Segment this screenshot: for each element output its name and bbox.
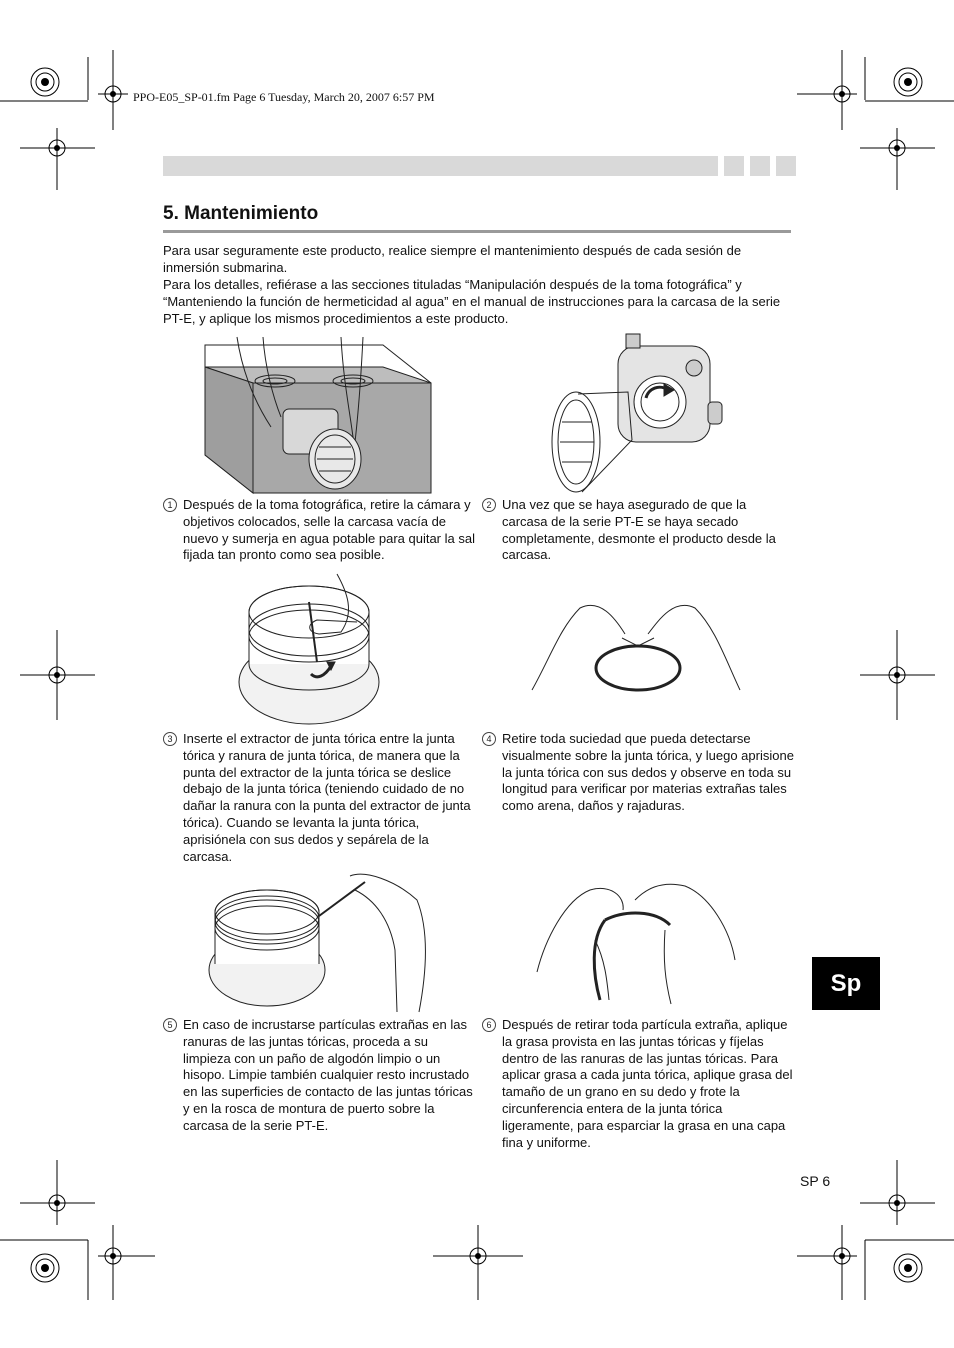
- header-bar: [163, 156, 718, 176]
- step-1: [163, 497, 475, 564]
- step-number-badge: 3: [163, 732, 177, 746]
- intro-paragraph: Para usar seguramente este producto, realice siempre el mantenimiento después de cada sesión de inmersión submarina.: [163, 243, 742, 275]
- step-text: Después de la toma fotográfica, retire la cámara y objetivos colocados, selle la carcasa vacía de nuevo y sumerja en agua potable para quitar la sal fijada tan pronto como sea posible.: [183, 497, 475, 563]
- step-2: [482, 497, 794, 564]
- title-rule: [163, 230, 791, 233]
- illustration-inspect-oring: [530, 598, 745, 698]
- page-number: SP 6: [800, 1173, 831, 1189]
- step-text: En caso de incrustarse partículas extrañas en las ranuras de las juntas tóricas, proceda a su limpieza con un paño de algodón limpio o un hisopo. Limpie también cualquier resto incrustado en las superficies de contacto de las juntas tóricas y en la rosca de montura de puerto sobre la carcasa de la serie PT-E.: [183, 1017, 473, 1133]
- illustration-detach-port: [548, 332, 728, 497]
- header-square: [724, 156, 744, 176]
- step-number-badge: 1: [163, 498, 177, 512]
- section-title: 5. Mantenimiento: [163, 203, 319, 224]
- language-tab: Sp: [812, 957, 880, 1010]
- step-3: [163, 731, 475, 865]
- illustration-oring-remover: [237, 572, 387, 732]
- step-6: [482, 1017, 794, 1151]
- step-number-badge: 5: [163, 1018, 177, 1032]
- header-square: [750, 156, 770, 176]
- step-number-badge: 4: [482, 732, 496, 746]
- intro-paragraph: Para los detalles, refiérase a las secciones tituladas “Manipulación después de la toma fotográfica” y “Manteniendo la función de hermeticidad al agua” en el manual de instrucciones para la carcasa de la serie PT-E, y aplique los mismos procedimientos a este producto.: [163, 277, 781, 326]
- illustration-clean-grooves: [205, 870, 435, 1015]
- step-4: [482, 731, 794, 815]
- step-text: Una vez que se haya asegurado de que la carcasa de la serie PT-E se haya secado completamente, desmonte el producto desde la carcasa.: [502, 497, 776, 563]
- step-5: [163, 1017, 475, 1135]
- step-number-badge: 6: [482, 1018, 496, 1032]
- file-info-header: PPO-E05_SP-01.fm Page 6 Tuesday, March 20, 2007 6:57 PM: [133, 90, 435, 104]
- step-text: Retire toda suciedad que pueda detectarse visualmente sobre la junta tórica, y luego aprisione la junta tórica con sus dedos y observe en toda su longitud para verificar por materias extrañas tales como arena, daños y rajaduras.: [502, 731, 794, 814]
- illustration-rinse-housing: [203, 337, 433, 497]
- header-square: [776, 156, 796, 176]
- step-text: Inserte el extractor de junta tórica entre la junta tórica y ranura de junta tórica, de manera que la punta del extractor de la junta tórica se deslice debajo de la junta tórica (teniendo cuidado de no dañar la ranura con la punta del extractor de junta tórica). Cuando se levanta la junta tórica, aprisiónela con sus dedos y sepárela de la carcasa.: [183, 731, 471, 864]
- step-number-badge: 2: [482, 498, 496, 512]
- intro-text: [163, 242, 793, 327]
- illustration-grease-oring: [535, 880, 740, 1005]
- step-text: Después de retirar toda partícula extraña, aplique la grasa provista en las juntas tóricas y fíjelas dentro de las ranuras de las juntas tóricas. Para aplicar grasa a cada junta tórica, aplique grasa del tamaño de un grano en su dedo y frote la circunferencia entera de la junta tórica ligeramente, para esparciar la grasa en una capa fina y uniforme.: [502, 1017, 793, 1150]
